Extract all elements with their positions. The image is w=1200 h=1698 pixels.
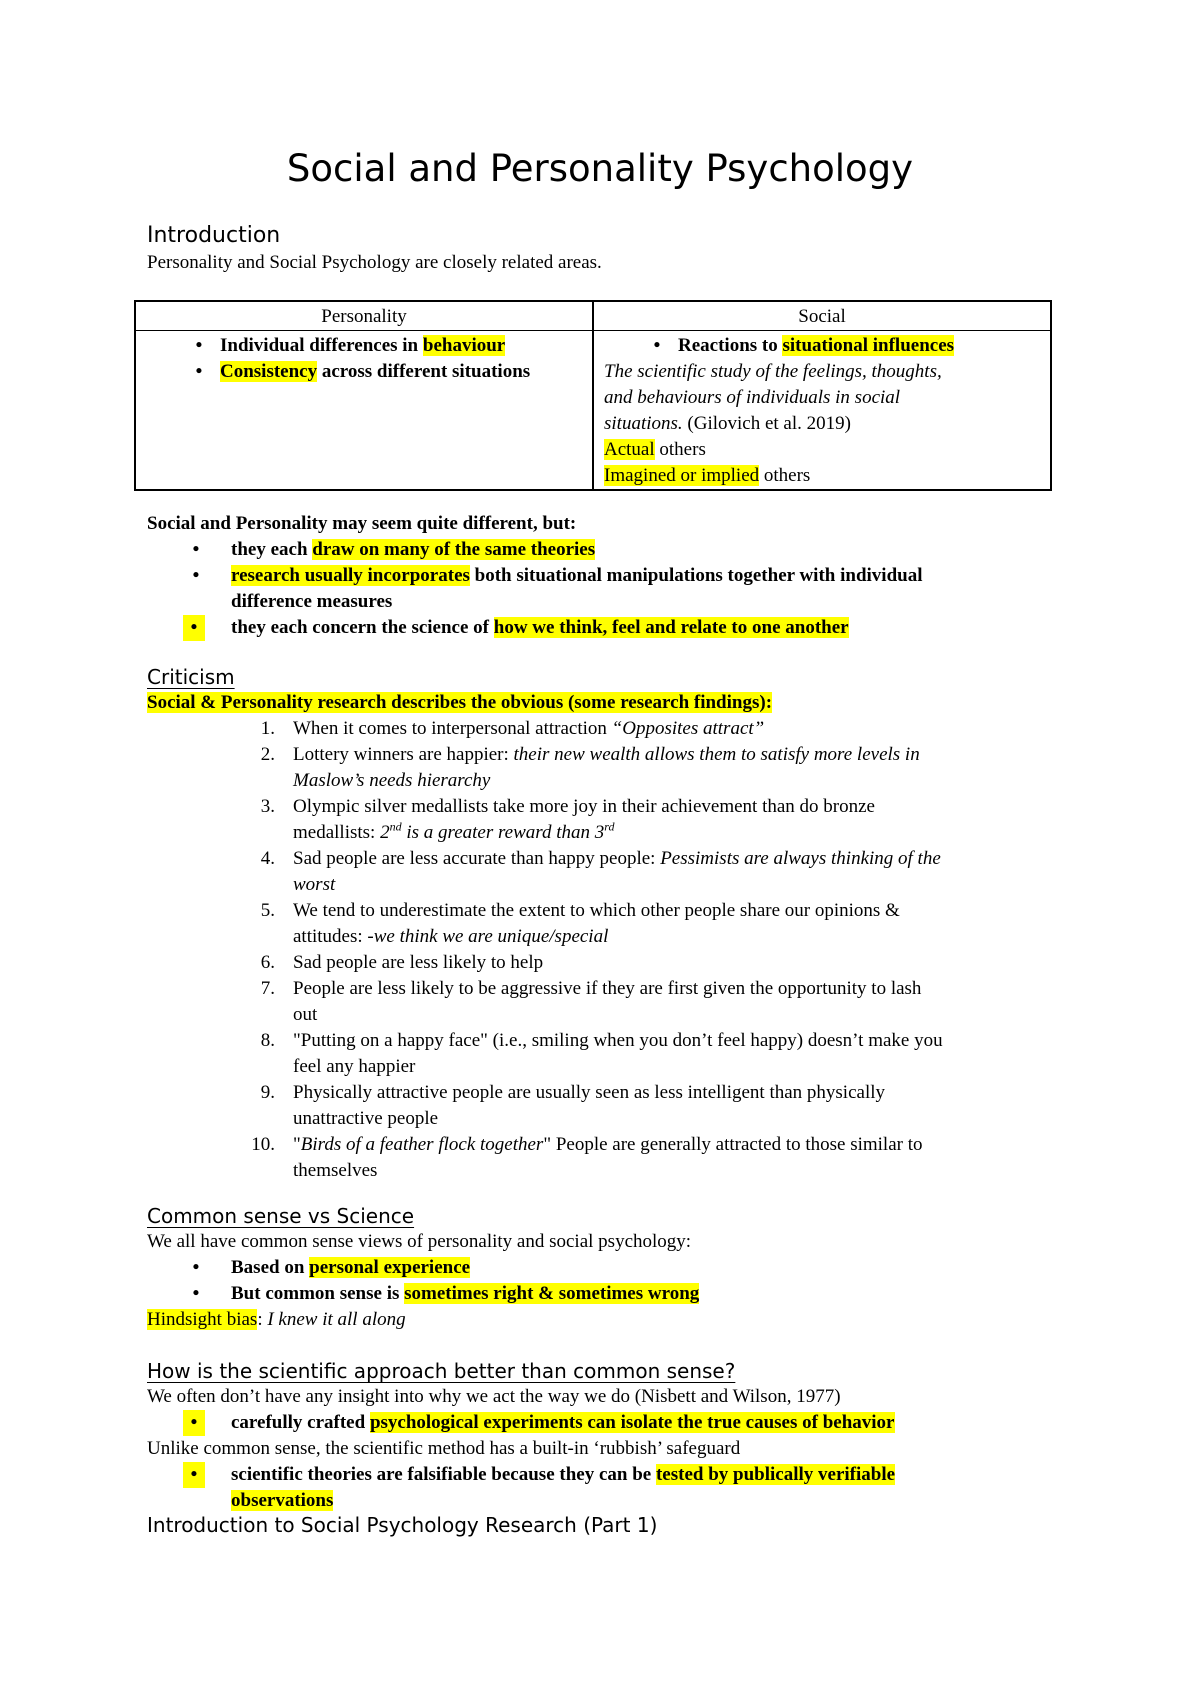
common-sense-heading: Common sense vs Science [147, 1204, 415, 1228]
bullet-icon: • [183, 615, 205, 641]
list-item: 3. Olympic silver medallists take more joy in their achievement than do bronze medallists: 2nd is a greater reward than 3rd [260, 796, 875, 843]
bullet-icon: • [183, 1410, 205, 1436]
bullet-icon: • [192, 539, 200, 560]
list-item: • Reactions to situational influences [604, 333, 1040, 359]
list-item: 10. "Birds of a feather flock together" People are generally attracted to those similar to themselves [251, 1134, 923, 1181]
table-header-personality: Personality [135, 301, 593, 331]
bullet-icon: • [653, 335, 661, 356]
next-section-heading: Introduction to Social Psychology Research (Part 1) [147, 1513, 658, 1537]
page-title: Social and Personality Psychology [286, 147, 914, 190]
list-item: • But common sense is sometimes right & sometimes wrong [147, 1281, 1097, 1307]
intro-heading: Introduction [147, 223, 281, 248]
differences-section [147, 511, 1097, 641]
bullet-icon: • [195, 361, 203, 382]
list-item: 5. We tend to underestimate the extent to which other people share our opinions & attitudes: -we think we are unique/special [260, 900, 900, 947]
list-item: • they each draw on many of the same theories [147, 537, 1097, 563]
scientific-text-2: Unlike common sense, the scientific method has a built-in ‘rubbish’ safeguard [147, 1438, 741, 1459]
scientific-text-1: We often don’t have any insight into why we act the way we do (Nisbett and Wilson, 1977) [147, 1386, 841, 1407]
criticism-lead: Social & Personality research describes the obvious (some research findings): [147, 692, 773, 713]
criticism-heading: Criticism [147, 665, 235, 689]
list-item: • Consistency across different situations [146, 359, 582, 385]
list-item: • scientific theories are falsifiable because they can be tested by publically verifiable observations [147, 1462, 1097, 1514]
differences-lead: Social and Personality may seem quite different, but: [147, 513, 577, 534]
list-item: • Based on personal experience [147, 1255, 1097, 1281]
list-item: 8. "Putting on a happy face" (i.e., smiling when you don’t feel happy) doesn’t make you feel any happier [260, 1030, 943, 1077]
table-cell-personality [135, 331, 593, 491]
scientific-approach-heading: How is the scientific approach better than common sense? [147, 1359, 736, 1383]
scientific-approach-section [147, 1384, 1097, 1514]
criticism-section [147, 690, 1097, 1184]
list-item: 4. Sad people are less accurate than happy people: Pessimists are always thinking of the worst [260, 848, 941, 895]
list-item: • research usually incorporates both situational manipulations together with individual difference measures [147, 563, 1097, 615]
list-item: • carefully crafted psychological experiments can isolate the true causes of behavior [147, 1410, 1097, 1436]
table-header-social: Social [593, 301, 1051, 331]
bullet-icon: • [183, 1462, 205, 1488]
common-sense-section [147, 1229, 1097, 1333]
comparison-table [134, 300, 1052, 491]
list-item: • they each concern the science of how we think, feel and relate to one another [147, 615, 1097, 641]
bullet-icon: • [192, 565, 200, 586]
bullet-icon: • [192, 1257, 200, 1278]
list-item: • Individual differences in behaviour [146, 333, 582, 359]
table-cell-social: • Reactions to situational influences The scientific study of the feelings, thoughts, and behaviours of individuals in social situations. (Gilovich et al. 2019) Actual others Imagined or implied others [593, 331, 1051, 491]
list-item: 7. People are less likely to be aggressive if they are first given the opportunity to lash out [260, 978, 922, 1025]
list-item: 2. Lottery winners are happier: their new wealth allows them to satisfy more levels in Maslow’s needs hierarchy [260, 744, 920, 791]
bullet-icon: • [192, 1283, 200, 1304]
hindsight-bias-line: Hindsight bias: I knew it all along [147, 1309, 406, 1330]
bullet-icon: • [195, 335, 203, 356]
list-item: 1. When it comes to interpersonal attraction “Opposites attract” [260, 718, 765, 739]
list-item: 6. Sad people are less likely to help [260, 952, 544, 973]
intro-text: Personality and Social Psychology are closely related areas. [147, 252, 602, 273]
list-item: 9. Physically attractive people are usually seen as less intelligent than physically unattractive people [260, 1082, 885, 1129]
common-sense-text: We all have common sense views of personality and social psychology: [147, 1231, 692, 1252]
